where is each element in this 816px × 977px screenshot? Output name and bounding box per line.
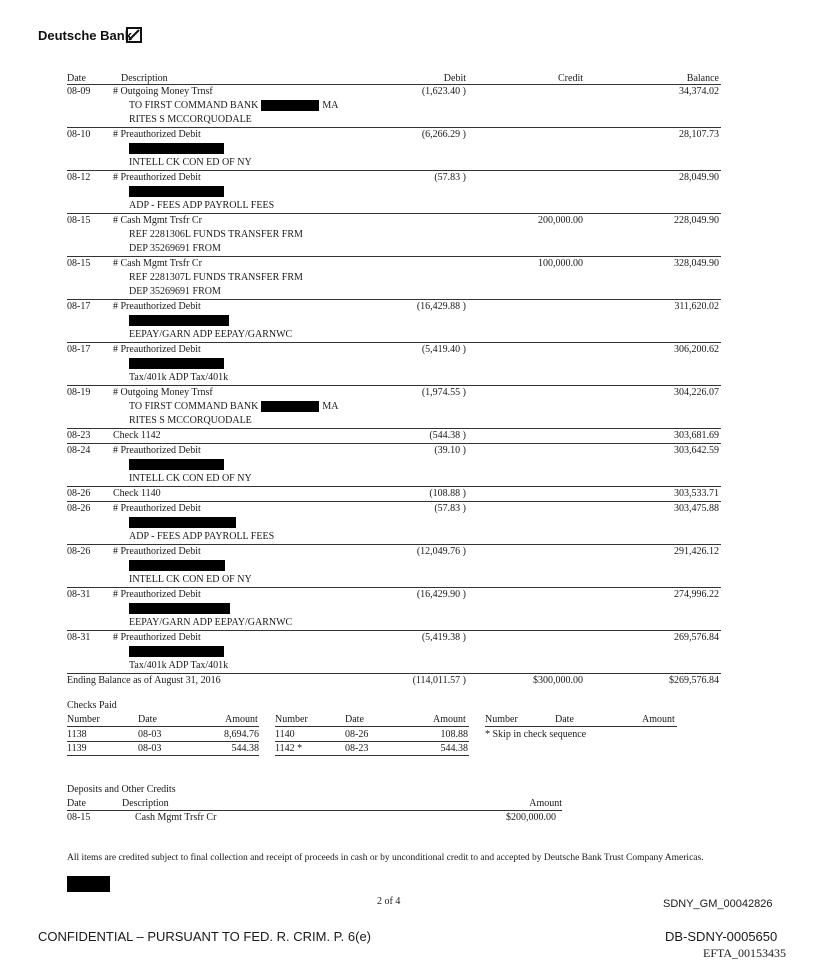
row-debit: (5,419.38 ) <box>421 632 466 643</box>
row-description: DEP 35269691 FROM <box>129 286 221 297</box>
row-balance: 306,200.62 <box>674 344 719 355</box>
ck-h-number-3: Number <box>485 714 518 725</box>
dep-h-date: Date <box>67 798 86 809</box>
row-description: INTELL CK CON ED OF NY <box>129 574 252 585</box>
bank-name: Deutsche Bank <box>38 28 132 43</box>
checks-paid-title: Checks Paid <box>67 700 117 711</box>
row-description: ADP - FEES ADP PAYROLL FEES <box>129 531 275 542</box>
table-row <box>67 300 721 343</box>
table-header <box>67 73 721 85</box>
table-row <box>67 545 721 588</box>
row-balance: 311,620.02 <box>674 301 719 312</box>
ending-balance: $269,576.84 <box>669 675 719 686</box>
efta-number: EFTA_00153435 <box>703 946 787 960</box>
row-date: 08-15 <box>67 258 91 269</box>
redaction-block <box>261 100 319 111</box>
row-balance: 303,642.59 <box>674 445 719 456</box>
ck-h-number: Number <box>67 714 100 725</box>
ck2-r1-number: 1140 <box>275 729 295 740</box>
row-debit: (6,266.29 ) <box>421 129 466 140</box>
row-description: Tax/401k ADP Tax/401k <box>129 660 229 671</box>
row-date: 08-26 <box>67 488 91 499</box>
redaction-block <box>129 358 224 369</box>
col-debit: Debit <box>443 73 466 84</box>
redaction-block <box>129 459 224 470</box>
row-balance: 269,576.84 <box>674 632 719 643</box>
row-debit: (1,974.55 ) <box>421 387 466 398</box>
dep-r1-date: 08-15 <box>67 812 91 823</box>
row-balance: 303,475.88 <box>674 503 719 514</box>
table-row <box>67 85 721 128</box>
row-balance: 303,533.71 <box>674 488 719 499</box>
row-description: EEPAY/GARN ADP EEPAY/GARNWC <box>129 329 293 340</box>
redaction-block <box>129 646 224 657</box>
row-debit: (12,049.76 ) <box>416 546 466 557</box>
redaction-block <box>261 401 319 412</box>
row-description <box>129 559 225 573</box>
col-description: Description <box>121 73 168 84</box>
row-description <box>129 458 224 472</box>
row-description: REF 2281307L FUNDS TRANSFER FRM <box>129 272 303 283</box>
row-date: 08-26 <box>67 503 91 514</box>
deposits-title: Deposits and Other Credits <box>67 784 176 795</box>
dep-h-description: Description <box>122 798 169 809</box>
row-debit: (57.83 ) <box>434 172 466 183</box>
ck-h-date-2: Date <box>345 714 364 725</box>
table-row <box>67 444 721 487</box>
row-balance: 28,107.73 <box>679 129 719 140</box>
row-description: # Preauthorized Debit <box>113 301 201 312</box>
row-description: # Preauthorized Debit <box>113 129 201 140</box>
dep-r1-amount: $200,000.00 <box>506 812 556 823</box>
redaction-block <box>129 315 229 326</box>
redaction-block <box>129 186 224 197</box>
col-date: Date <box>67 73 86 84</box>
row-description: # Preauthorized Debit <box>113 445 201 456</box>
row-date: 08-09 <box>67 86 91 97</box>
ck-h-amount-2: Amount <box>433 714 466 725</box>
row-date: 08-10 <box>67 129 91 140</box>
dep-r1-description: Cash Mgmt Trsfr Cr <box>135 812 217 823</box>
ck1-r2-number: 1139 <box>67 743 87 754</box>
row-description <box>129 516 236 530</box>
row-date: 08-17 <box>67 344 91 355</box>
credit-disclaimer: All items are credited subject to final collection and receipt of proceeds in cash or by unconditional credit to and accepted by Deutsche Bank Trust Company Americas. <box>67 853 704 863</box>
row-date: 08-31 <box>67 632 91 643</box>
row-description: INTELL CK CON ED OF NY <box>129 473 252 484</box>
row-description <box>129 357 224 371</box>
row-description <box>129 602 230 616</box>
row-description: REF 2281306L FUNDS TRANSFER FRM <box>129 229 303 240</box>
row-debit: (57.83 ) <box>434 503 466 514</box>
row-description: # Preauthorized Debit <box>113 546 201 557</box>
row-description: # Cash Mgmt Trsfr Cr <box>113 258 202 269</box>
row-description <box>129 142 224 156</box>
row-description: RITES S MCCORQUODALE <box>129 415 252 426</box>
ck1-r1-number: 1138 <box>67 729 87 740</box>
row-description: # Outgoing Money Trnsf <box>113 387 213 398</box>
row-debit: (1,623.40 ) <box>421 86 466 97</box>
row-date: 08-23 <box>67 430 91 441</box>
row-description: Tax/401k ADP Tax/401k <box>129 372 229 383</box>
row-description: TO FIRST COMMAND BANK MA <box>129 401 339 412</box>
table-row <box>67 631 721 674</box>
row-description <box>129 645 224 659</box>
redaction-block <box>129 603 230 614</box>
col-credit: Credit <box>558 73 583 84</box>
ck1-r1-amount: 8,694.76 <box>224 729 259 740</box>
transaction-table <box>67 73 721 688</box>
ck-h-amount-3: Amount <box>642 714 675 725</box>
row-date: 08-26 <box>67 546 91 557</box>
ck2-r2-amount: 544.38 <box>440 743 468 754</box>
row-debit: (108.88 ) <box>429 488 466 499</box>
redaction-block <box>129 143 224 154</box>
row-description <box>129 314 229 328</box>
redaction-block <box>129 517 236 528</box>
row-description: # Preauthorized Debit <box>113 589 201 600</box>
table-row <box>67 502 721 545</box>
ck-h-date-3: Date <box>555 714 574 725</box>
bank-logo-icon <box>126 27 142 43</box>
row-description <box>129 185 224 199</box>
row-balance: 34,374.02 <box>679 86 719 97</box>
row-description: Check 1142 <box>113 430 161 441</box>
row-balance: 304,226.07 <box>674 387 719 398</box>
row-credit: 100,000.00 <box>538 258 583 269</box>
row-description: # Preauthorized Debit <box>113 503 201 514</box>
confidential-notice: CONFIDENTIAL – PURSUANT TO FED. R. CRIM. P. 6(e) <box>38 929 372 944</box>
table-row <box>67 343 721 386</box>
row-balance: 28,049.90 <box>679 172 719 183</box>
ck-h-number-2: Number <box>275 714 308 725</box>
ck-h-date: Date <box>138 714 157 725</box>
table-row <box>67 487 721 502</box>
row-description: Check 1140 <box>113 488 161 499</box>
dep-h-amount: Amount <box>529 798 562 809</box>
row-description: RITES S MCCORQUODALE <box>129 114 252 125</box>
row-description: ADP - FEES ADP PAYROLL FEES <box>129 200 275 211</box>
bates-number: DB-SDNY-0005650 <box>665 929 778 944</box>
ending-credit: $300,000.00 <box>533 675 583 686</box>
ck-h-amount: Amount <box>225 714 258 725</box>
table-row <box>67 171 721 214</box>
table-row <box>67 214 721 257</box>
ck1-r1-date: 08-03 <box>138 729 162 740</box>
redaction-block <box>67 876 110 892</box>
row-description: # Preauthorized Debit <box>113 344 201 355</box>
row-date: 08-31 <box>67 589 91 600</box>
row-date: 08-24 <box>67 445 91 456</box>
ck2-r1-date: 08-26 <box>345 729 369 740</box>
table-row <box>67 429 721 444</box>
row-date: 08-19 <box>67 387 91 398</box>
row-description: # Outgoing Money Trnsf <box>113 86 213 97</box>
row-description: TO FIRST COMMAND BANK MA <box>129 100 339 111</box>
row-balance: 274,996.22 <box>674 589 719 600</box>
row-debit: (544.38 ) <box>429 430 466 441</box>
row-date: 08-17 <box>67 301 91 312</box>
ck2-r2-date: 08-23 <box>345 743 369 754</box>
row-debit: (39.10 ) <box>434 445 466 456</box>
ending-label: Ending Balance as of August 31, 2016 <box>67 675 221 686</box>
row-balance: 228,049.90 <box>674 215 719 226</box>
table-row <box>67 386 721 429</box>
row-date: 08-15 <box>67 215 91 226</box>
row-debit: (16,429.90 ) <box>416 589 466 600</box>
table-row <box>67 257 721 300</box>
row-balance: 328,049.90 <box>674 258 719 269</box>
table-row <box>67 128 721 171</box>
table-row <box>67 588 721 631</box>
ck1-r2-amount: 544.38 <box>231 743 259 754</box>
row-date: 08-12 <box>67 172 91 183</box>
ck2-r1-amount: 108.88 <box>440 729 468 740</box>
row-balance: 303,681.69 <box>674 430 719 441</box>
row-description: # Preauthorized Debit <box>113 632 201 643</box>
ck2-r2-number: 1142 * <box>275 743 303 754</box>
ck1-r2-date: 08-03 <box>138 743 162 754</box>
page-number: 2 of 4 <box>377 896 401 907</box>
col-balance: Balance <box>686 73 719 84</box>
redaction-block <box>129 560 225 571</box>
row-description: INTELL CK CON ED OF NY <box>129 157 252 168</box>
row-description: EEPAY/GARN ADP EEPAY/GARNWC <box>129 617 293 628</box>
ending-balance-row <box>67 674 721 688</box>
row-debit: (5,419.40 ) <box>421 344 466 355</box>
row-balance: 291,426.12 <box>674 546 719 557</box>
row-description: DEP 35269691 FROM <box>129 243 221 254</box>
row-description: # Cash Mgmt Trsfr Cr <box>113 215 202 226</box>
row-debit: (16,429.88 ) <box>416 301 466 312</box>
document-id: SDNY_GM_00042826 <box>663 898 773 910</box>
ck-skip-note: * Skip in check sequence <box>485 729 587 740</box>
row-credit: 200,000.00 <box>538 215 583 226</box>
ending-debit: (114,011.57 ) <box>412 675 466 686</box>
row-description: # Preauthorized Debit <box>113 172 201 183</box>
